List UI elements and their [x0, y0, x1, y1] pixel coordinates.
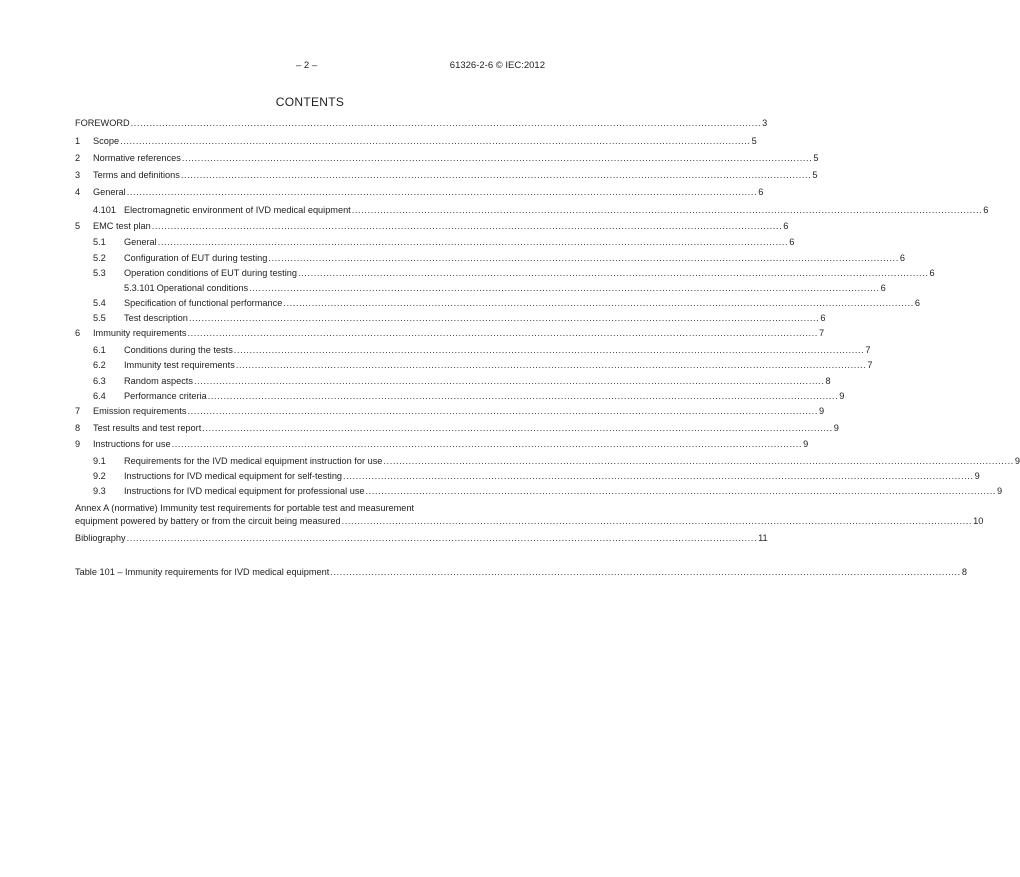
toc-entry-title: Immunity requirements: [93, 328, 187, 338]
toc-entry[interactable]: [75, 328, 825, 339]
toc-entry[interactable]: [93, 268, 935, 279]
dot-leader: ........................................................................................................................................................................................................: [157, 237, 789, 247]
toc-entry-page: 11: [758, 533, 768, 543]
toc-entry[interactable]: [93, 376, 831, 387]
toc-entry[interactable]: [93, 456, 1020, 467]
toc-entry[interactable]: [93, 345, 871, 356]
toc-entry-page: 3: [762, 118, 768, 128]
toc-entry[interactable]: [93, 313, 826, 324]
dot-leader: ........................................................................................................................................................................................................: [126, 187, 758, 197]
toc-entry-title: Emission requirements: [93, 406, 187, 416]
toc-entry-page: 6: [789, 237, 795, 247]
toc-entry-title: Configuration of EUT during testing: [124, 253, 268, 263]
toc-entry-bibliography[interactable]: [75, 533, 768, 544]
toc-entry-number: 5: [75, 221, 81, 231]
toc-entry-title: equipment powered by battery or from the circuit being measured: [75, 516, 341, 526]
dot-leader: ........................................................................................................................................................................................................: [126, 533, 758, 543]
dot-leader: ........................................................................................................................................................................................................: [202, 423, 833, 433]
toc-entry-number: 5.1: [93, 237, 106, 247]
dot-leader: ........................................................................................................................................................................................................: [297, 268, 929, 278]
toc-entry-number: 9.3: [93, 486, 106, 496]
toc-entry-page: 10: [973, 516, 984, 526]
toc-entry-title: Test description: [124, 313, 188, 323]
toc-entry-title: Operation conditions of EUT during testing: [124, 268, 297, 278]
dot-leader: ........................................................................................................................................................................................................: [188, 313, 820, 323]
toc-entry-title: Performance criteria: [124, 391, 207, 401]
toc-entry-page: 6: [983, 205, 989, 215]
toc-entry-page: 9: [818, 406, 825, 416]
toc-entry-table-101[interactable]: [75, 567, 967, 578]
dot-leader: ........................................................................................................................................................................................................: [181, 153, 813, 163]
toc-entry-page: 6: [820, 313, 826, 323]
toc-entry-page: 5: [813, 153, 819, 163]
toc-entry-page: 9: [803, 439, 809, 449]
toc-entry-title: General: [93, 187, 126, 197]
toc-entry-number: 4: [75, 187, 81, 197]
dot-leader: ........................................................................................................................................................................................................: [130, 118, 762, 128]
toc-entry[interactable]: [75, 423, 839, 434]
toc-entry-title: Instructions for use: [93, 439, 171, 449]
toc-entry-page: 5: [751, 136, 757, 146]
dot-leader: ........................................................................................................................................................................................................: [120, 136, 751, 146]
toc-entry-title: EMC test plan: [93, 221, 151, 231]
dot-leader: ........................................................................................................................................................................................................: [383, 456, 1014, 466]
toc-entry-title: Conditions during the tests: [124, 345, 233, 355]
toc-entry-number: 5.3: [93, 268, 106, 278]
dot-leader: ........................................................................................................................................................................................................: [151, 221, 783, 231]
dot-leader: ........................................................................................................................................................................................................: [249, 283, 880, 293]
toc-entry-page: 6: [929, 268, 935, 278]
toc-entry-title: Instructions for IVD medical equipment for self-testing: [124, 471, 343, 481]
toc-entry-title: Normative references: [93, 153, 181, 163]
toc-entry-title: Random aspects: [124, 376, 193, 386]
page-number: – 2 –: [296, 60, 318, 71]
toc-entry-page: 8: [961, 567, 967, 577]
toc-entry[interactable]: [75, 406, 825, 417]
toc-entry[interactable]: [93, 205, 989, 216]
toc-entry[interactable]: [93, 360, 873, 371]
toc-entry-page: 7: [818, 328, 825, 338]
toc-entry-number: 8: [75, 423, 81, 433]
toc-entry-number: 5.3.101: [124, 283, 155, 293]
toc-entry-title: Table 101 – Immunity requirements for IVD medical equipment: [75, 567, 330, 577]
dot-leader: ........................................................................................................................................................................................................: [283, 298, 914, 308]
toc-entry-number: 6.4: [93, 391, 106, 401]
toc-entry-title: Instructions for IVD medical equipment for professional use: [124, 486, 365, 496]
dot-leader: ........................................................................................................................................................................................................: [193, 376, 825, 386]
toc-entry-number: 6: [75, 328, 81, 338]
dot-leader: ........................................................................................................................................................................................................: [351, 205, 983, 215]
toc-entry[interactable]: [93, 486, 1003, 497]
toc-entry-title: Terms and definitions: [93, 170, 180, 180]
toc-entry-page: 9: [833, 423, 839, 433]
page-title: CONTENTS: [275, 95, 345, 109]
dot-leader: ........................................................................................................................................................................................................: [171, 439, 803, 449]
toc-entry-number: 2: [75, 153, 81, 163]
toc-entry[interactable]: [124, 283, 886, 294]
toc-entry[interactable]: [75, 221, 789, 232]
toc-entry-number: 6.1: [93, 345, 106, 355]
toc-entry-page: 6: [899, 253, 905, 263]
toc-entry[interactable]: [93, 298, 920, 309]
toc-entry-page: 9: [974, 471, 980, 481]
toc-entry-page: 6: [914, 298, 920, 308]
toc-entry[interactable]: [93, 253, 905, 264]
toc-entry[interactable]: [75, 439, 809, 450]
toc-entry-number: 9: [75, 439, 81, 449]
toc-entry-number: 9.1: [93, 456, 106, 466]
toc-entry-page: 7: [867, 360, 873, 370]
toc-entry[interactable]: [75, 118, 768, 129]
toc-entry-page: 6: [880, 283, 886, 293]
toc-entry-title: Test results and test report: [93, 423, 202, 433]
toc-entry-number: 6.3: [93, 376, 106, 386]
toc-entry-title: Scope: [93, 136, 120, 146]
dot-leader: ........................................................................................................................................................................................................: [343, 471, 974, 481]
toc-entry-title: Requirements for the IVD medical equipment instruction for use: [124, 456, 383, 466]
dot-leader: ........................................................................................................................................................................................................: [341, 516, 973, 526]
dot-leader: ........................................................................................................................................................................................................: [365, 486, 997, 496]
dot-leader: ........................................................................................................................................................................................................: [235, 360, 867, 370]
toc-entry-title: Electromagnetic environment of IVD medical equipment: [124, 205, 351, 215]
toc-entry-number: 5.4: [93, 298, 106, 308]
document-id: 61326-2-6 © IEC:2012: [449, 60, 545, 71]
toc-entry-page: 9: [997, 486, 1003, 496]
toc-entry[interactable]: [93, 391, 845, 402]
dot-leader: ........................................................................................................................................................................................................: [233, 345, 865, 355]
toc-entry-annex-a[interactable]: [75, 502, 984, 528]
toc-entry-title: FOREWORD: [75, 118, 130, 128]
toc-entry-title: Immunity test requirements: [124, 360, 235, 370]
toc-entry[interactable]: [93, 237, 795, 248]
toc-entry-number: 4.101: [93, 205, 116, 215]
toc-entry-title: Operational conditions: [156, 283, 249, 293]
toc-entry-number: 6.2: [93, 360, 106, 370]
toc-entry[interactable]: [75, 187, 764, 198]
toc-entry-number: 3: [75, 170, 81, 180]
dot-leader: ........................................................................................................................................................................................................: [180, 170, 812, 180]
toc-entry-title: Annex A (normative) Immunity test requirements for portable test and measurement: [75, 503, 415, 513]
toc-entry-page: 6: [758, 187, 764, 197]
toc-entry[interactable]: [93, 471, 980, 482]
dot-leader: ........................................................................................................................................................................................................: [207, 391, 839, 401]
toc-entry-number: 5.2: [93, 253, 106, 263]
dot-leader: ........................................................................................................................................................................................................: [187, 328, 818, 338]
dot-leader: ........................................................................................................................................................................................................: [330, 567, 961, 577]
toc-entry-page: 9: [1014, 456, 1020, 466]
toc-entry-title: Specification of functional performance: [124, 298, 283, 308]
toc-entry-title: Bibliography: [75, 533, 126, 543]
dot-leader: ........................................................................................................................................................................................................: [268, 253, 899, 263]
toc-entry-page: 5: [812, 170, 818, 180]
dot-leader: ........................................................................................................................................................................................................: [187, 406, 818, 416]
toc-entry-title: General: [124, 237, 157, 247]
toc-entry[interactable]: [75, 170, 818, 181]
toc-entry-number: 7: [75, 406, 81, 416]
toc-entry-page: 8: [825, 376, 831, 386]
toc-entry-number: 5.5: [93, 313, 106, 323]
toc-entry-number: 1: [75, 136, 81, 146]
toc-entry-number: 9.2: [93, 471, 106, 481]
toc-entry-page: 9: [839, 391, 845, 401]
toc-entry-page: 6: [783, 221, 789, 231]
toc-entry[interactable]: [75, 153, 819, 164]
toc-entry-page: 7: [865, 345, 871, 355]
toc-entry[interactable]: [75, 136, 757, 147]
